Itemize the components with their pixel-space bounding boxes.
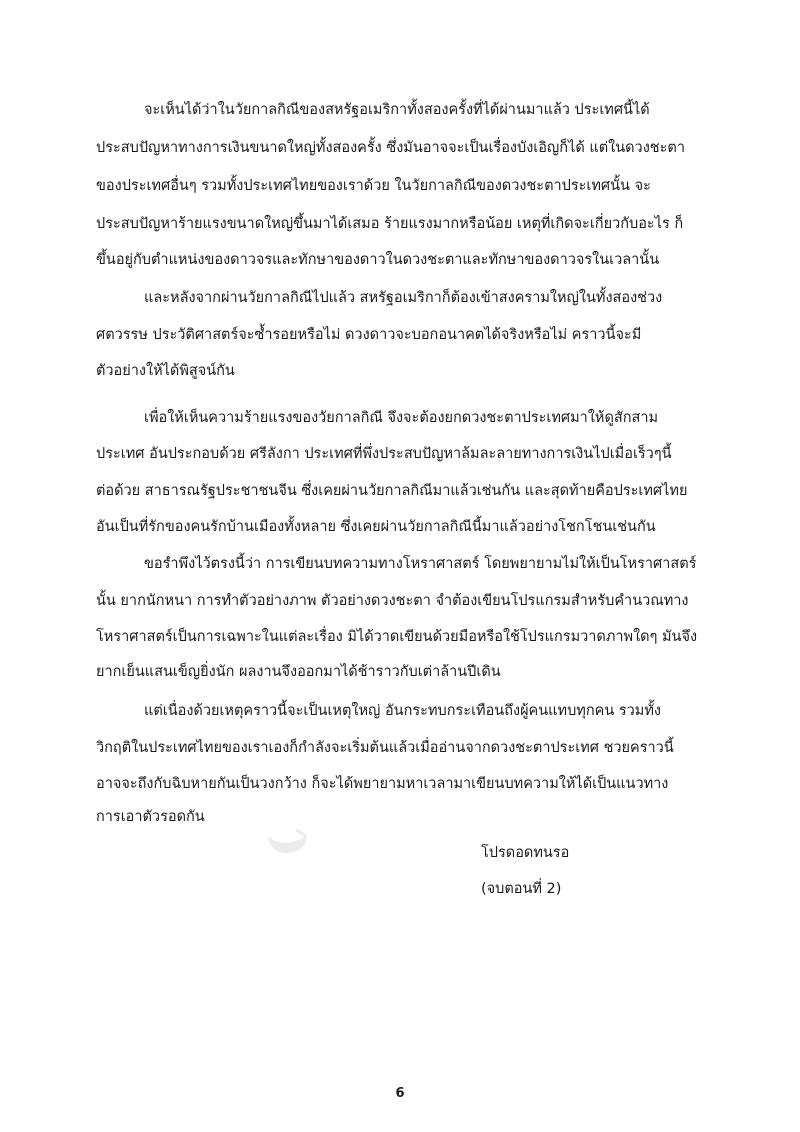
episode-end-note: (จบตอนที่ 2) [481,881,562,897]
body-text-line: ขึ้นอยู่กับตำแหน่งของดาวจรและทักษาของดาวในดวงชะตาและทักษาของดาวจรในเวลานั้น [96,252,660,268]
body-text-line: อันเป็นที่รักของคนรักบ้านเมืองทั้งหลาย ซึ่งเคยผ่านวัยกาลกิณีนี้มาแล้วอย่างโชกโชนเช่นกัน [96,519,656,535]
body-text-line: จะเห็นได้ว่าในวัยกาลกิณีของสหรัฐอเมริกาทั้งสองครั้งที่ได้ผ่านมาแล้ว ประเทศนี้ได้ [144,102,650,118]
body-text-line: นั้น ยากนักหนา การทำตัวอย่างภาพ ตัวอย่างดวงชะตา จำต้องเขียนโปรแกรมสำหรับคำนวณทาง [96,593,689,609]
sign-off-text: โปรดอดทนรอ [481,845,570,861]
body-text-line: และหลังจากผ่านวัยกาลกิณีไปแล้ว สหรัฐอเมริกาก็ต้องเข้าสงครามใหญ่ในทั้งสองช่วง [144,290,663,306]
body-text-line: ขอรำพึงไว้ตรงนี้ว่า การเขียนบทความทางโหราศาสตร์ โดยพยายามไม่ให้เป็นโหราศาสตร์ [144,556,697,572]
body-text-line: ศตวรรษ ประวัติศาสตร์จะซ้ำรอยหรือไม่ ดวงดาวจะบอกอนาคตได้จริงหรือไม่ คราวนี้จะมี [96,327,642,343]
body-text-line: ของประเทศอื่นๆ รวมทั้งประเทศไทยของเราด้วย ในวัยกาลกิณีของดวงชะตาประเทศนั้น จะ [96,178,651,194]
body-text-line: วิกฤติในประเทศไทยของเราเองก็กำลังจะเริ่มต้นแล้วเมื่ออ่านจากดวงชะตาประเทศ ชวยคราวนี้ [96,740,674,756]
body-text-line: อาจจะถึงกับฉิบหายกันเป็นวงกว้าง ก็จะได้พยายามหาเวลามาเขียนบทความให้ได้เป็นแนวทาง [96,776,669,792]
body-text-line: ประเทศ อันประกอบด้วย ศรีลังกา ประเทศที่พึ่งประสบปัญหาล้มละลายทางการเงินไปเมื่อเร็วๆนี้ [96,446,672,462]
body-text-line: ประสบปัญหาทางการเงินขนาดใหญ่ทั้งสองครั้ง ซึ่งมันอาจจะเป็นเรื่องบังเอิญก็ได้ แต่ในดวงชะตา [96,140,685,156]
body-text-line: การเอาตัวรอดกัน [96,809,205,825]
body-text-line: โหราศาสตร์เป็นการเฉพาะในแต่ละเรื่อง มิได้วาดเขียนด้วยมือหรือใช้โปรแกรมวาดภาพใดๆ มันจึง [96,629,698,645]
body-text-line: ประสบปัญหาร้ายแรงขนาดใหญ่ขึ้นมาได้เสมอ ร้ายแรงมากหรือน้อย เหตุที่เกิดจะเกี่ยวกับอะไร ก็ [96,216,684,232]
page-number: 6 [395,1086,405,1101]
body-text-line: เพื่อให้เห็นความร้ายแรงของวัยกาลกิณี จึงจะต้องยกดวงชะตาประเทศมาให้ดูสักสาม [144,410,659,426]
watermark-mark [254,828,314,858]
body-text-line: ยากเย็นแสนเข็ญยิ่งนัก ผลงานจึงออกมาได้ช้าราวกับเต่าล้านปีเดิน [96,664,501,680]
body-text-line: แต่เนื่องด้วยเหตุคราวนี้จะเป็นเหตุใหญ่ อันกระทบกระเทือนถึงผู้คนแทบทุกคน รวมทั้ง [144,703,661,719]
body-text-line: ต่อด้วย สาธารณรัฐประชาชนจีน ซึ่งเคยผ่านวัยกาลกิณีมาแล้วเช่นกัน และสุดท้ายคือประเทศไทย [96,483,688,499]
body-text-line: ตัวอย่างให้ได้พิสูจน์กัน [96,363,235,379]
